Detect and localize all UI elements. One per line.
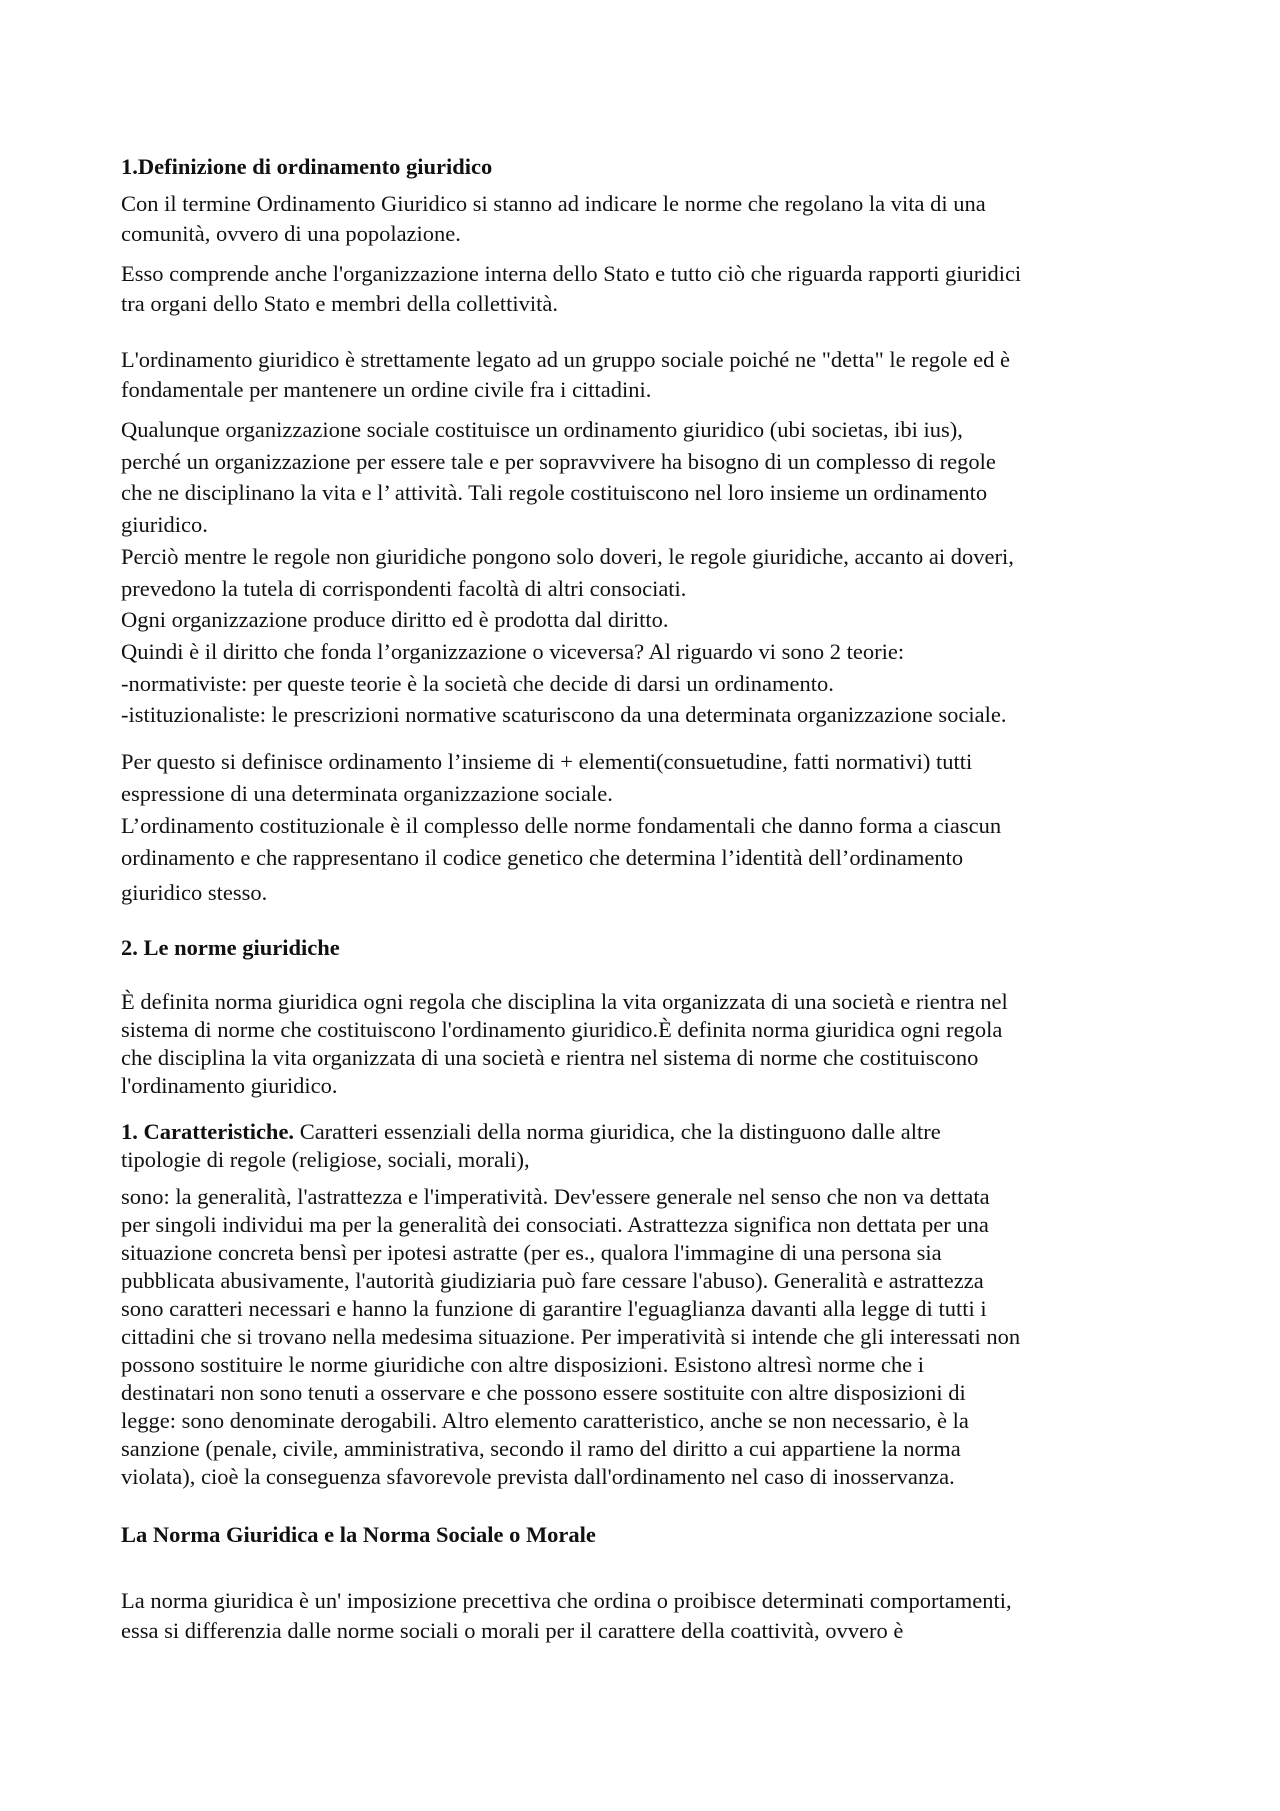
text-line: Qualunque organizzazione sociale costituisce un ordinamento giuridico (ubi societas, ibi ius), <box>121 417 963 442</box>
text-line: ordinamento e che rappresentano il codice genetico che determina l’identità dell’ordinamento <box>121 845 964 870</box>
text-line: L’ordinamento costituzionale è il complesso delle norme fondamentali che danno forma a ciascun <box>121 813 1002 838</box>
caratteristiche-paragraph <box>121 1118 1181 1174</box>
section-1-paragraph-4 <box>121 414 1181 731</box>
section-1-paragraph-2 <box>121 259 1181 319</box>
section-3-heading: La Norma Giuridica e la Norma Sociale o Morale <box>121 1522 596 1547</box>
text-line: pubblicata abusivamente, l'autorità giudiziaria può fare cessare l'abuso). Generalità e astrattezza <box>121 1268 984 1293</box>
caratteristiche-text: Caratteri essenziali della norma giuridica, che la distinguono dalle altre <box>294 1119 941 1144</box>
text-line: comunità, ovvero di una popolazione. <box>121 221 461 246</box>
text-line: sistema di norme che costituiscono l'ordinamento giuridico.È definita norma giuridica ogni regola <box>121 1017 1003 1042</box>
text-line: -istituzionaliste: le prescrizioni normative scaturiscono da una determinata organizzazione sociale. <box>121 702 1007 728</box>
caratteristiche-label: 1. Caratteristiche. <box>121 1119 295 1144</box>
text-line: L'ordinamento giuridico è strettamente legato ad un gruppo sociale poiché ne "detta" le regole ed è <box>121 347 1010 372</box>
text-line: violata), cioè la conseguenza sfavorevole prevista dall'ordinamento nel caso di inosservanza. <box>121 1464 955 1489</box>
text-line: giuridico stesso. <box>121 880 268 905</box>
text-line: tra organi dello Stato e membri della collettività. <box>121 291 558 316</box>
text-line: cittadini che si trovano nella medesima situazione. Per imperatività si intende che gli interessati non <box>121 1324 1021 1349</box>
section-1-paragraph-3 <box>121 345 1181 405</box>
section-1-heading: 1.Definizione di ordinamento giuridico <box>121 154 493 179</box>
section-2-heading: 2. Le norme giuridiche <box>121 935 340 960</box>
text-line: Per questo si definisce ordinamento l’insieme di + elementi(consuetudine, fatti normativi) tutti <box>121 749 973 774</box>
text-line: per singoli individui ma per la generalità dei consociati. Astrattezza significa non dettata per una <box>121 1212 989 1237</box>
text-line: Esso comprende anche l'organizzazione interna dello Stato e tutto ciò che riguarda rapporti giuridici <box>121 261 1022 286</box>
text-line: -normativiste: per queste teorie è la società che decide di darsi un ordinamento. <box>121 670 834 696</box>
text-line: legge: sono denominate derogabili. Altro elemento caratteristico, anche se non necessario, è la <box>121 1408 969 1433</box>
text-line: Ogni organizzazione produce diritto ed è prodotta dal diritto. <box>121 607 669 633</box>
text-line: Con il termine Ordinamento Giuridico si stanno ad indicare le norme che regolano la vita di una <box>121 191 986 216</box>
text-line: giuridico. <box>121 512 208 538</box>
text-line: sanzione (penale, civile, amministrativa, secondo il ramo del diritto a cui appartiene la norma <box>121 1436 961 1461</box>
text-line: possono sostituire le norme giuridiche con altre disposizioni. Esistono altresì norme che i <box>121 1352 924 1377</box>
text-line: È definita norma giuridica ogni regola che disciplina la vita organizzata di una società e rientra nel <box>121 989 1008 1014</box>
text-line: sono caratteri necessari e hanno la funzione di garantire l'eguaglianza davanti alla legge di tutti i <box>121 1296 987 1321</box>
text-line: che ne disciplinano la vita e l’ attività. Tali regole costituiscono nel loro insieme un ordinamento <box>121 480 988 506</box>
section-1-paragraph-5 <box>121 746 1181 909</box>
section-2-body <box>121 1183 1181 1491</box>
text-line: fondamentale per mantenere un ordine civile fra i cittadini. <box>121 377 652 402</box>
text-line: Perciò mentre le regole non giuridiche pongono solo doveri, le regole giuridiche, accanto ai doveri, <box>121 543 1014 569</box>
section-3-paragraph <box>121 1586 1181 1646</box>
text-line: situazione concreta bensì per ipotesi astratte (per es., qualora l'immagine di una persona sia <box>121 1240 942 1265</box>
text-line: La norma giuridica è un' imposizione precettiva che ordina o proibisce determinati comportamenti, <box>121 1588 1012 1613</box>
text-line: prevedono la tutela di corrispondenti facoltà di altri consociati. <box>121 575 687 601</box>
text-line: espressione di una determinata organizzazione sociale. <box>121 781 613 806</box>
text-line: essa si differenzia dalle norme sociali o morali per il carattere della coattività, ovvero è <box>121 1618 904 1643</box>
text-line: Quindi è il diritto che fonda l’organizzazione o viceversa? Al riguardo vi sono 2 teorie: <box>121 638 905 664</box>
text-line: l'ordinamento giuridico. <box>121 1073 338 1098</box>
text-line: destinatari non sono tenuti a osservare e che possono essere sostituite con altre disposizioni di <box>121 1380 966 1405</box>
section-2-intro <box>121 988 1181 1100</box>
text-line: tipologie di regole (religiose, sociali, morali), <box>121 1147 530 1172</box>
text-line: sono: la generalità, l'astrattezza e l'imperatività. Dev'essere generale nel senso che non va dettata <box>121 1184 990 1209</box>
section-1-paragraph-1 <box>121 189 1181 249</box>
text-line <box>121 1118 1181 1146</box>
text-line: perché un organizzazione per essere tale e per sopravvivere ha bisogno di un complesso di regole <box>121 448 996 474</box>
text-line: che disciplina la vita organizzata di una società e rientra nel sistema di norme che costituiscono <box>121 1045 979 1070</box>
